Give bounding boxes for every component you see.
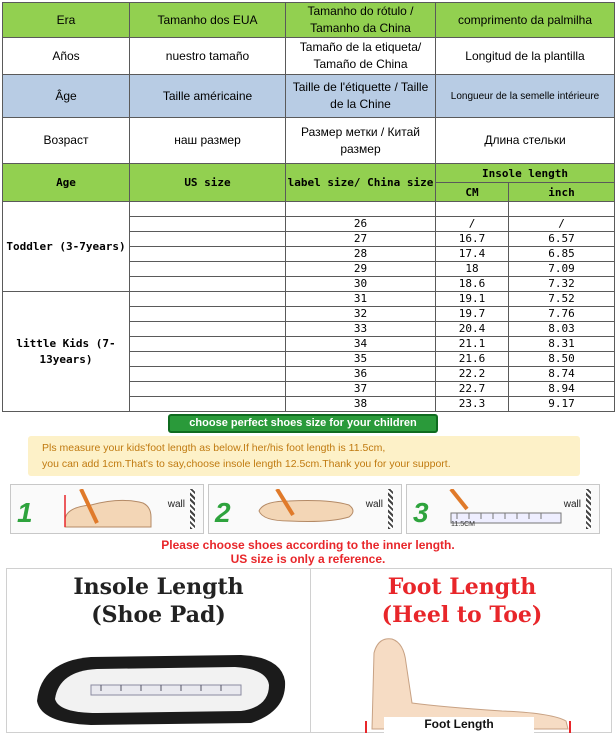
cm-cell: 19.1 (436, 292, 509, 307)
cm-header: CM (436, 183, 509, 202)
china-size-cell: 31 (286, 292, 436, 307)
inch-cell: 8.74 (509, 367, 615, 382)
cm-cell: / (436, 217, 509, 232)
kids-age-group: little Kids (7-13years) (3, 292, 130, 412)
step-3-number: 3 (413, 497, 429, 528)
label-size-header: label size/ China size (286, 164, 436, 202)
inch-cell: 8.50 (509, 352, 615, 367)
inch-cell: 7.09 (509, 262, 615, 277)
us-size-header-ru: наш размер (130, 118, 286, 164)
label-size-header-ru: Размер метки / Китай размер (286, 118, 436, 164)
us-size-cell (130, 217, 286, 232)
foot-title: Foot Length (387, 574, 537, 600)
english-header-row (3, 164, 615, 183)
us-size-cell (130, 247, 286, 262)
table-row (3, 202, 615, 217)
us-size-cell (130, 292, 286, 307)
insole-header-pt: comprimento da palmilha (436, 3, 615, 38)
inch-cell: 8.94 (509, 382, 615, 397)
insole-length-panel (7, 569, 311, 732)
cm-cell: 18 (436, 262, 509, 277)
us-size-cell (130, 232, 286, 247)
measurement-photos (6, 568, 612, 733)
foot-subtitle: (Heel to Toe) (381, 602, 543, 628)
us-size-cell (130, 262, 286, 277)
cm-cell (436, 202, 509, 217)
china-size-cell: 34 (286, 337, 436, 352)
lang-row-russian (3, 118, 615, 164)
china-size-cell: 28 (286, 247, 436, 262)
us-size-header-es: nuestro tamaño (130, 38, 286, 75)
step-1-wall-label: wall (167, 499, 185, 510)
guide-note (28, 436, 580, 476)
cm-cell: 16.7 (436, 232, 509, 247)
step-3-measure: 11.5CM (451, 521, 475, 528)
wall-icon (388, 489, 393, 529)
china-size-cell: 30 (286, 277, 436, 292)
insole-subtitle: (Shoe Pad) (91, 602, 226, 628)
wall-icon (190, 489, 195, 529)
foot-side-icon (51, 489, 171, 531)
age-header-fr: Âge (3, 75, 130, 118)
step-1-number: 1 (17, 497, 33, 528)
insole-header-es: Longitud de la plantilla (436, 38, 615, 75)
cm-cell: 23.3 (436, 397, 509, 412)
cm-cell: 22.2 (436, 367, 509, 382)
guide-banner: choose perfect shoes size for your children (168, 414, 438, 433)
step-3-panel (406, 484, 600, 534)
china-size-cell (286, 202, 436, 217)
guide-note-line-2: you can add 1cm.That's to say,choose insole length 12.5cm.Thank you for your support. (42, 458, 451, 470)
us-size-cell (130, 202, 286, 217)
insole-length-header: Insole length (436, 164, 615, 183)
step-2-wall-label: wall (365, 499, 383, 510)
inch-cell: 7.32 (509, 277, 615, 292)
china-size-cell: 37 (286, 382, 436, 397)
foot-length-panel (312, 569, 612, 732)
wall-icon (586, 489, 591, 529)
age-header-ru: Возраст (3, 118, 130, 164)
lang-row-spanish (3, 38, 615, 75)
table-row (3, 292, 615, 307)
step-1-panel (10, 484, 204, 534)
cm-cell: 20.4 (436, 322, 509, 337)
cm-cell: 21.1 (436, 337, 509, 352)
lang-row-portuguese (3, 3, 615, 38)
label-size-header-fr: Taille de l'étiquette / Taille de la Chine (286, 75, 436, 118)
inch-cell: 6.57 (509, 232, 615, 247)
china-size-cell: 38 (286, 397, 436, 412)
us-size-cell (130, 397, 286, 412)
cm-cell: 21.6 (436, 352, 509, 367)
insole-title: Insole Length (73, 574, 244, 600)
us-size-cell (130, 367, 286, 382)
us-size-header-pt: Tamanho dos EUA (130, 3, 286, 38)
lang-row-french (3, 75, 615, 118)
inch-cell (509, 202, 615, 217)
shoe-insole-image (31, 641, 291, 731)
size-chart-table (2, 2, 615, 412)
step-2-number: 2 (215, 497, 231, 528)
age-header-pt: Era (3, 3, 130, 38)
inch-cell: 8.03 (509, 322, 615, 337)
warning-line-1: Please choose shoes according to the inner length. (161, 538, 455, 552)
cm-cell: 22.7 (436, 382, 509, 397)
us-size-cell (130, 307, 286, 322)
inch-cell: / (509, 217, 615, 232)
measuring-guide (0, 412, 616, 566)
china-size-cell: 27 (286, 232, 436, 247)
warning-line-2: US size is only a reference. (230, 552, 386, 566)
inch-cell: 8.31 (509, 337, 615, 352)
size-warning (0, 538, 616, 566)
inch-cell: 7.52 (509, 292, 615, 307)
age-header: Age (3, 164, 130, 202)
step-3-wall-label: wall (563, 499, 581, 510)
china-size-cell: 36 (286, 367, 436, 382)
foot-length-label: Foot Length (384, 717, 534, 733)
step-2-panel (208, 484, 402, 534)
us-size-cell (130, 337, 286, 352)
cm-cell: 17.4 (436, 247, 509, 262)
us-size-header-fr: Taille américaine (130, 75, 286, 118)
cm-cell: 19.7 (436, 307, 509, 322)
us-size-cell (130, 382, 286, 397)
inch-header: inch (509, 183, 615, 202)
china-size-cell: 33 (286, 322, 436, 337)
label-size-header-pt: Tamanho do rótulo / Tamanho da China (286, 3, 436, 38)
china-size-cell: 35 (286, 352, 436, 367)
foot-top-icon (249, 489, 369, 531)
guide-note-line-1: Pls measure your kids'foot length as below.If her/his foot length is 11.5cm, (42, 442, 386, 454)
inch-cell: 7.76 (509, 307, 615, 322)
cm-cell: 18.6 (436, 277, 509, 292)
china-size-cell: 32 (286, 307, 436, 322)
inch-cell: 6.85 (509, 247, 615, 262)
toddler-age-group: Toddler (3-7years) (3, 202, 130, 292)
us-size-cell (130, 277, 286, 292)
china-size-cell: 29 (286, 262, 436, 277)
insole-header-ru: Длина стельки (436, 118, 615, 164)
us-size-cell (130, 352, 286, 367)
us-size-header: US size (130, 164, 286, 202)
us-size-cell (130, 322, 286, 337)
insole-header-fr: Longueur de la semelle intérieure (436, 75, 615, 118)
age-header-es: Años (3, 38, 130, 75)
china-size-cell: 26 (286, 217, 436, 232)
label-size-header-es: Tamaño de la etiqueta/ Tamaño de China (286, 38, 436, 75)
inch-cell: 9.17 (509, 397, 615, 412)
